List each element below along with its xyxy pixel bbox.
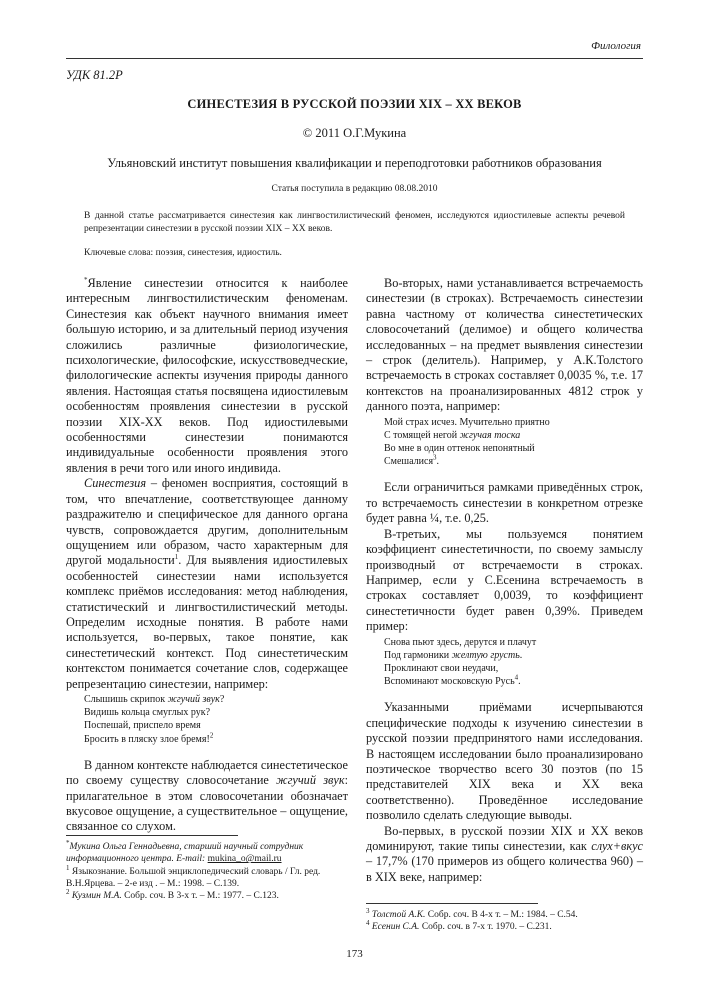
- poem-line: Мой страх исчез. Мучительно приятно: [384, 416, 550, 428]
- poem-line: С томящей негой жгучая тоска: [384, 429, 521, 441]
- keywords: Ключевые слова: поэзия, синестезия, идиостиль.: [84, 248, 282, 258]
- left-column: [66, 276, 348, 835]
- paragraph: Указанными приёмами исчерпываются специфические подходы к изучению синестезии в русской поэзии предпринятого нами исследования. В настоящем исследовании было проанализировано поэтическое творчество всего 30 поэтов (по 15 представителей XIX века и XX века соответственно). Проведённое исследование позволило сделать следующие выводы.: [366, 700, 643, 823]
- paragraph: В данном контексте наблюдается синестетическое по своему существу словосочетание жгучий звук: прилагательное в этом словосочетании обозначает вкусовое ощущение, а существительное – ощущение, связанное со слухом.: [66, 757, 349, 834]
- paragraph: Во-первых, в русской поэзии XIX и XX веков доминируют, такие типы синестезии, как слух+вкус – 17,7% (170 примеров из общего количества 960) – в XIX веке, например:: [366, 823, 643, 884]
- footnote: $^4$ Есенин С.А. Собр. соч. в 7-х т. 1970. – С.231.: [366, 919, 552, 933]
- footnote-rule: [366, 903, 538, 904]
- paragraph: *Явление синестезии относится к наиболее интересным лингвостилистическим феноменам. Синестезия как объект научного внимания имеет большую историю, и за длительный период изучения сложились различные физиологические, психологические, философские, искусствоведческие, филологические аспекты изучения природы данного явления. Настоящая статья посвящена идиостилевым особенностям проявления синестезии в русской поэзии XIX-XX веков. Под идиостилевыми особенностями синестезии понимаются индивидуальные особенности проявления этого явления в речи того или иного индивида.: [66, 275, 348, 475]
- footnote: $^3$ Толстой А.К. Собр. соч. В 4-х т. – М.: 1984. – С.54.: [366, 906, 578, 920]
- email-link[interactable]: mukina_o@mail.ru: [207, 854, 282, 865]
- footnote-ref: 2: [209, 731, 214, 740]
- footnote: $^1$ Языкознание. Большой энциклопедический словарь / Гл. ред. В.Н.Ярцева. – 2-е изд . – М.: 1998. – С.139.: [66, 863, 321, 889]
- footnote-ref: 1: [174, 553, 179, 562]
- poem-line: Поспешай, приспело время: [84, 720, 201, 732]
- term: жгучий звук: [276, 773, 345, 788]
- term: Синестезия: [84, 476, 147, 491]
- paragraph: В-третьих, мы пользуемся понятием коэффициент синестетичности, по своему замыслу производный от встречаемости в строках. Например, если у С.Есенина встречаемость в строках составляет 0,0039, то коэффициент синестетичности будет равен 0,39%. Приведем пример:: [366, 526, 643, 634]
- paragraph: Во-вторых, нами устанавливается встречаемость синестезии (в строках). Встречаемость синестезии равна частному от количества синестетических словосочетаний (делимое) и общего количества исследованных – на предмет выявления синестезии – строк (делитель). Например, у А.К.Толстого встречаемость в строках составляет 0,0035 %, т.е. 17 контекстов на проанализированных 4812 строк у данного поэта, например:: [366, 276, 643, 414]
- author-footnote-mark: *: [84, 275, 88, 284]
- poem-line: Вспоминают московскую Русь$^4$.: [384, 673, 521, 688]
- udk-code: УДК 81.2Р: [66, 68, 123, 82]
- footnote-ref: 3: [433, 453, 437, 462]
- poem-line: Видишь кольца смуглых рук?: [84, 707, 211, 719]
- footnote-ref: 4: [514, 673, 519, 682]
- poem-line: Бросить в пляску злое бремя!$^2$: [84, 731, 214, 745]
- poem-line: Проклинают свои неудачи,: [384, 662, 499, 674]
- running-head: Филология: [591, 40, 641, 52]
- poem-line: Снова пьют здесь, дерутся и плачут: [384, 636, 537, 648]
- footnote: $^2$ Кузмин М.А. Собр. соч. В 3-х т. – М.: 1977. – С.123.: [66, 888, 279, 902]
- author-line: © 2011 О.Г.Мукина: [302, 126, 407, 140]
- poem-line: Смешалися$^3$.: [384, 453, 440, 468]
- term: слух+вкус: [591, 839, 643, 853]
- footnotes-left: [66, 838, 348, 902]
- footnote-rule: [66, 835, 238, 836]
- paragraph: Синестезия – феномен восприятия, состоящий в том, что впечатление, соответствующее данному раздражителю и специфическое для данного органа чувств, сопровождается другим, дополнительным ощущением или образом, часто характерным для другой модальности$^1$. Для выявления идиостилевых особенностей синестезии нами используется комплекс приёмов исследования: метод наблюдения, статистический и лингвостилистический методы. Определим исходные понятия. В работе нами используется, во-первых, такое понятие, как синестетический контекст. Под синестетическим контекстом понимается сочетание слов, содержащее репрезентацию синестезии, например:: [66, 476, 348, 691]
- article-title: СИНЕСТЕЗИЯ В РУССКОЙ ПОЭЗИИ XIX – XX ВЕКОВ: [187, 97, 522, 111]
- paragraph: Если ограничиться рамками приведённых строк, то встречаемость синестезии в конкретном отрезке будет равна ¼, т.е. 0,25.: [366, 480, 643, 526]
- received-date: Статья поступила в редакцию 08.08.2010: [271, 184, 438, 194]
- poem-line: Под гармоники желтую грусть.: [384, 649, 523, 661]
- poem-quote: [366, 636, 643, 689]
- author-footnote: *Мукина Ольга Геннадьевна, старший научный сотрудник информационного центра. E-mail: mukina_o@mail.ru: [66, 838, 304, 865]
- poem-line: Слышишь скрипок жгучий звук?: [84, 693, 225, 705]
- poem-quote: [366, 416, 643, 469]
- poem-line: Во мне в один оттенок непонятный: [384, 443, 535, 455]
- affiliation: Ульяновский институт повышения квалификации и переподготовки работников образования: [107, 156, 602, 170]
- page-number: 173: [346, 948, 363, 960]
- abstract: В данной статье рассматривается синестезия как лингвостилистический феномен, исследуются идиостилевые аспекты речевой репрезентации синестезии в русской поэзии XIX – XX веков.: [84, 211, 625, 234]
- right-column: [366, 276, 643, 885]
- footnotes-right: [366, 906, 643, 934]
- header-rule: [66, 58, 643, 59]
- poem-quote: [66, 693, 348, 746]
